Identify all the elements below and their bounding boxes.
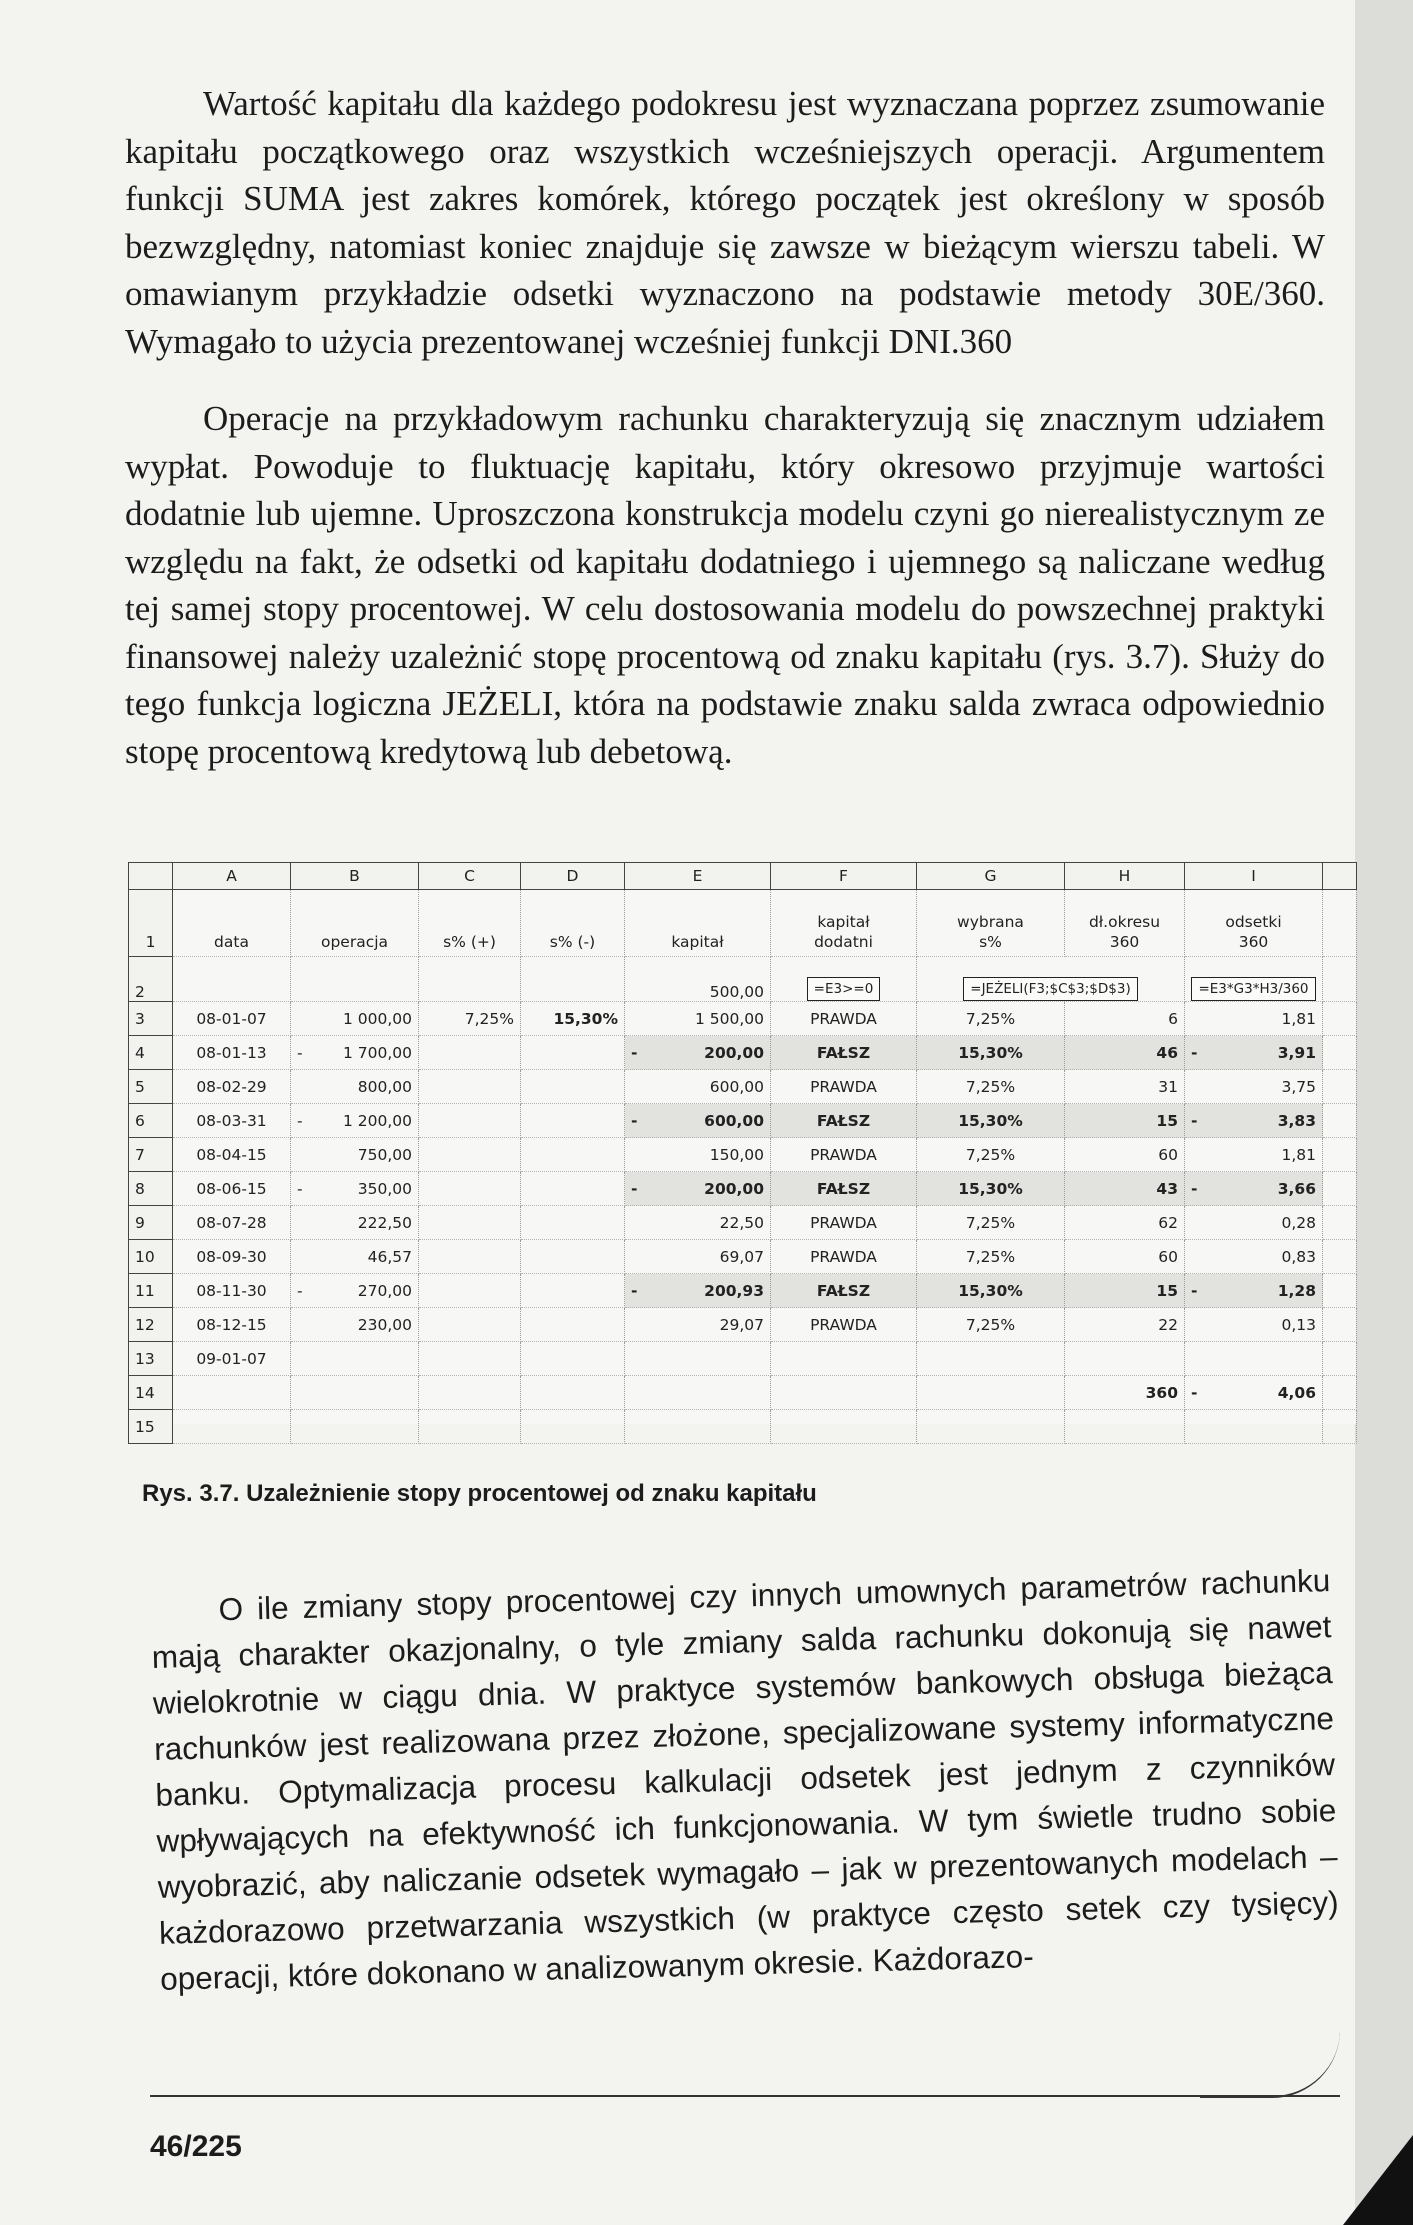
cell-empty: [1323, 1308, 1357, 1342]
cell-wybrana: 7,25%: [917, 1308, 1065, 1342]
cell-empty: [1323, 1002, 1357, 1036]
cell-operacja: 222,50: [291, 1206, 419, 1240]
cell-wybrana: 7,25%: [917, 1240, 1065, 1274]
header-row: [129, 890, 1357, 957]
cell-dodatni: FAŁSZ: [771, 1036, 917, 1070]
cell-wybrana: 7,25%: [917, 1138, 1065, 1172]
cell-dodatni: FAŁSZ: [771, 1104, 917, 1138]
col-letter-i: I: [1185, 863, 1323, 890]
cell-data: 08-07-28: [173, 1206, 291, 1240]
header-s-plus: s% (+): [419, 890, 521, 957]
cell-data: 08-04-15: [173, 1138, 291, 1172]
cell-okres: 60: [1065, 1240, 1185, 1274]
cell-wybrana: 15,30%: [917, 1172, 1065, 1206]
cell-okres: 15: [1065, 1104, 1185, 1138]
header-kapital-dodatni: kapitał dodatni: [771, 890, 917, 957]
cell-wybrana: 15,30%: [917, 1036, 1065, 1070]
total-interest: - 4,06: [1185, 1376, 1323, 1410]
col-letter-c: C: [419, 863, 521, 890]
cell-wybrana: 7,25%: [917, 1206, 1065, 1240]
table-row: [129, 1274, 1357, 1308]
row-number: 9: [129, 1206, 173, 1240]
formula-row: [129, 957, 1357, 1002]
formula-box-g: =JEŻELI(F3;$C$3;$D$3): [963, 977, 1137, 1001]
cell-empty: [1323, 1138, 1357, 1172]
col-letter-h: H: [1065, 863, 1185, 890]
cell-okres: 15: [1065, 1274, 1185, 1308]
header-wybrana: wybrana s%: [917, 890, 1065, 957]
cell-odsetki: 0,28: [1185, 1206, 1323, 1240]
cell-dodatni: FAŁSZ: [771, 1172, 917, 1206]
cell-s-minus: [521, 1036, 625, 1070]
cell-okres: 31: [1065, 1070, 1185, 1104]
cell-odsetki: - 3,66: [1185, 1172, 1323, 1206]
row-number: 6: [129, 1104, 173, 1138]
col-letter-g: G: [917, 863, 1065, 890]
cell-s-minus: [521, 1240, 625, 1274]
initial-capital: 500,00: [625, 957, 771, 1002]
col-letter-b: B: [291, 863, 419, 890]
page-edge-shadow: [1355, 0, 1413, 2225]
cell-kapital: - 200,00: [625, 1036, 771, 1070]
header-odsetki: odsetki 360: [1185, 890, 1323, 957]
cell-kapital: 29,07: [625, 1308, 771, 1342]
cell-operacja: - 270,00: [291, 1274, 419, 1308]
cell-operacja: - 1 200,00: [291, 1104, 419, 1138]
footer-ornament: [1200, 2030, 1340, 2098]
cell-kapital: 22,50: [625, 1206, 771, 1240]
cell-wybrana: 7,25%: [917, 1070, 1065, 1104]
cell-s-minus: [521, 1172, 625, 1206]
cell-kapital: - 200,00: [625, 1172, 771, 1206]
cell-okres: 43: [1065, 1172, 1185, 1206]
row-number: 1: [129, 890, 173, 957]
row-number: 10: [129, 1240, 173, 1274]
paragraph-3: O ile zmiany stopy procentowej czy innych umownych parametrów rachunku mają charakter okazjonalny, o tyle zmiany salda rachunku dokonują się nawet wielokrotnie w ciągu dnia. W praktyce systemów bankowych obsługa bieżąca rachunków jest realizowana przez złożone, specjalizowane systemy informatyczne banku. Optymalizacja procesu kalkulacji odsetek jest jednym z czynników wpływających na efektywność ich funkcjonowania. W tym świetle trudno sobie wyobrazić, aby naliczanie odsetek wymagało – jak w prezentowanych modelach – każdorazowo przetwarzania wszystkich (w praktyce często setek czy tysięcy) operacji, które dokonano w analizowanym okresie. Każdorazo-: [151, 1562, 1340, 1997]
cell-kapital: 600,00: [625, 1070, 771, 1104]
cell-operacja: 230,00: [291, 1308, 419, 1342]
cell-wybrana: 7,25%: [917, 1002, 1065, 1036]
paragraph-1: Wartość kapitału dla każdego podokresu jest wyznaczana poprzez zsumowanie kapitału początkowego oraz wszystkich wcześniejszych operacji. Argumentem funkcji SUMA jest zakres komórek, którego początek jest określony w sposób bezwzględny, natomiast koniec znajduje się zawsze w bieżącym wierszu tabeli. W omawianym przykładzie odsetki wyznaczono na podstawie metody 30E/360. Wymagało to użycia prezentowanej wcześniej funkcji DNI.360: [125, 84, 1325, 361]
row-number: 4: [129, 1036, 173, 1070]
cell-s-plus: [419, 1308, 521, 1342]
cell-data: 08-09-30: [173, 1240, 291, 1274]
col-letter-f: F: [771, 863, 917, 890]
table-row: 15: [129, 1410, 1357, 1444]
cell-okres: 6: [1065, 1002, 1185, 1036]
cell-s-minus: [521, 1104, 625, 1138]
table-row: [129, 1206, 1357, 1240]
cell-kapital: - 600,00: [625, 1104, 771, 1138]
cell-operacja: - 1 700,00: [291, 1036, 419, 1070]
cell-s-plus: [419, 1206, 521, 1240]
cell-kapital: - 200,93: [625, 1274, 771, 1308]
cell-odsetki: 0,83: [1185, 1240, 1323, 1274]
row-number: 3: [129, 1002, 173, 1036]
table-row: [129, 1240, 1357, 1274]
page-corner-shadow: [1343, 2135, 1413, 2225]
cell-empty: [1323, 1070, 1357, 1104]
table-row: [129, 1138, 1357, 1172]
cell-s-plus: [419, 1240, 521, 1274]
cell-data: 08-12-15: [173, 1308, 291, 1342]
cell-empty: [1323, 1104, 1357, 1138]
corner-cell: [129, 863, 173, 890]
header-operacja: operacja: [291, 890, 419, 957]
cell-odsetki: - 1,28: [1185, 1274, 1323, 1308]
table-row: [129, 1172, 1357, 1206]
row-number: 2: [129, 957, 173, 1002]
row-number: 8: [129, 1172, 173, 1206]
cell-s-plus: [419, 1036, 521, 1070]
cell-operacja: 800,00: [291, 1070, 419, 1104]
cell-data: 08-01-07: [173, 1002, 291, 1036]
cell-operacja: - 350,00: [291, 1172, 419, 1206]
cell-kapital: 150,00: [625, 1138, 771, 1172]
cell-odsetki: 3,75: [1185, 1070, 1323, 1104]
cell-okres: 22: [1065, 1308, 1185, 1342]
table-row: [129, 1070, 1357, 1104]
cell-okres: 46: [1065, 1036, 1185, 1070]
header-s-minus: s% (-): [521, 890, 625, 957]
total-days: 360: [1065, 1376, 1185, 1410]
cell-data: 08-01-13: [173, 1036, 291, 1070]
cell-odsetki: 1,81: [1185, 1138, 1323, 1172]
header-data: data: [173, 890, 291, 957]
cell-s-minus: [521, 1070, 625, 1104]
cell-s-minus: 15,30%: [521, 1002, 625, 1036]
row-number: 7: [129, 1138, 173, 1172]
figure-caption: Rys. 3.7. Uzależnienie stopy procentowej od znaku kapitału: [142, 1480, 817, 1507]
row-number: 12: [129, 1308, 173, 1342]
cell-empty: [1323, 1240, 1357, 1274]
header-okres: dł.okresu 360: [1065, 890, 1185, 957]
formula-box-i: =E3*G3*H3/360: [1191, 977, 1315, 1001]
cell-data: 08-02-29: [173, 1070, 291, 1104]
cell-odsetki: 1,81: [1185, 1002, 1323, 1036]
cell-wybrana: 15,30%: [917, 1104, 1065, 1138]
cell-s-minus: [521, 1206, 625, 1240]
cell-dodatni: FAŁSZ: [771, 1274, 917, 1308]
cell-odsetki: - 3,83: [1185, 1104, 1323, 1138]
cell-dodatni: PRAWDA: [771, 1002, 917, 1036]
cell-empty: [1323, 1172, 1357, 1206]
page-number: 46/225: [150, 2130, 242, 2163]
table-row: [129, 1104, 1357, 1138]
row-number: 5: [129, 1070, 173, 1104]
cell-okres: 62: [1065, 1206, 1185, 1240]
row-number: 11: [129, 1274, 173, 1308]
cell-dodatni: PRAWDA: [771, 1240, 917, 1274]
cell-okres: 60: [1065, 1138, 1185, 1172]
cell-kapital: 69,07: [625, 1240, 771, 1274]
spreadsheet-figure: [128, 862, 1356, 1436]
cell-data: 08-06-15: [173, 1172, 291, 1206]
cell-s-plus: 7,25%: [419, 1002, 521, 1036]
col-letter-d: D: [521, 863, 625, 890]
table-row: 13 09-01-07: [129, 1342, 1357, 1376]
formula-box-f: =E3>=0: [807, 977, 881, 1001]
cell-dodatni: PRAWDA: [771, 1070, 917, 1104]
cell-empty: [1323, 1036, 1357, 1070]
cell-s-plus: [419, 1138, 521, 1172]
cell-operacja: 46,57: [291, 1240, 419, 1274]
cell-s-plus: [419, 1274, 521, 1308]
cell-s-minus: [521, 1274, 625, 1308]
totals-row: 14 360 - 4,06: [129, 1376, 1357, 1410]
cell-dodatni: PRAWDA: [771, 1206, 917, 1240]
cell-empty: [1323, 1274, 1357, 1308]
cell-s-plus: [419, 1070, 521, 1104]
cell-odsetki: - 3,91: [1185, 1036, 1323, 1070]
col-letter-e: E: [625, 863, 771, 890]
cell-data: 08-03-31: [173, 1104, 291, 1138]
table-row: [129, 1036, 1357, 1070]
cell-s-plus: [419, 1104, 521, 1138]
table-row: [129, 1308, 1357, 1342]
cell-operacja: 750,00: [291, 1138, 419, 1172]
cell-dodatni: PRAWDA: [771, 1308, 917, 1342]
column-header-row: [129, 863, 1357, 890]
cell-empty: [1323, 1206, 1357, 1240]
cell-dodatni: PRAWDA: [771, 1138, 917, 1172]
cell-s-minus: [521, 1308, 625, 1342]
col-letter-a: A: [173, 863, 291, 890]
cell-kapital: 1 500,00: [625, 1002, 771, 1036]
cell-odsetki: 0,13: [1185, 1308, 1323, 1342]
cell-wybrana: 15,30%: [917, 1274, 1065, 1308]
footer-rule: [150, 2095, 1340, 2097]
table-row: [129, 1002, 1357, 1036]
cell-data: 08-11-30: [173, 1274, 291, 1308]
header-kapital: kapitał: [625, 890, 771, 957]
paragraph-2: Operacje na przykładowym rachunku charakteryzują się znacznym udziałem wypłat. Powoduje to fluktuację kapitału, który okresowo przyjmuje wartości dodatnie lub ujemne. Uproszczona konstrukcja modelu czyni go nierealistycznym ze względu na fakt, że odsetki od kapitału dodatniego i ujemnego są naliczane według tej samej stopy procentowej. W celu dostosowania modelu do powszechnej praktyki finansowej należy uzależnić stopę procentową od znaku kapitału (rys. 3.7). Służy do tego funkcja logiczna JEŻELI, która na podstawie znaku salda zwraca odpowiednio stopę procentową kredytową lub debetową.: [125, 399, 1325, 771]
cell-s-plus: [419, 1172, 521, 1206]
cell-operacja: 1 000,00: [291, 1002, 419, 1036]
cell-s-minus: [521, 1138, 625, 1172]
